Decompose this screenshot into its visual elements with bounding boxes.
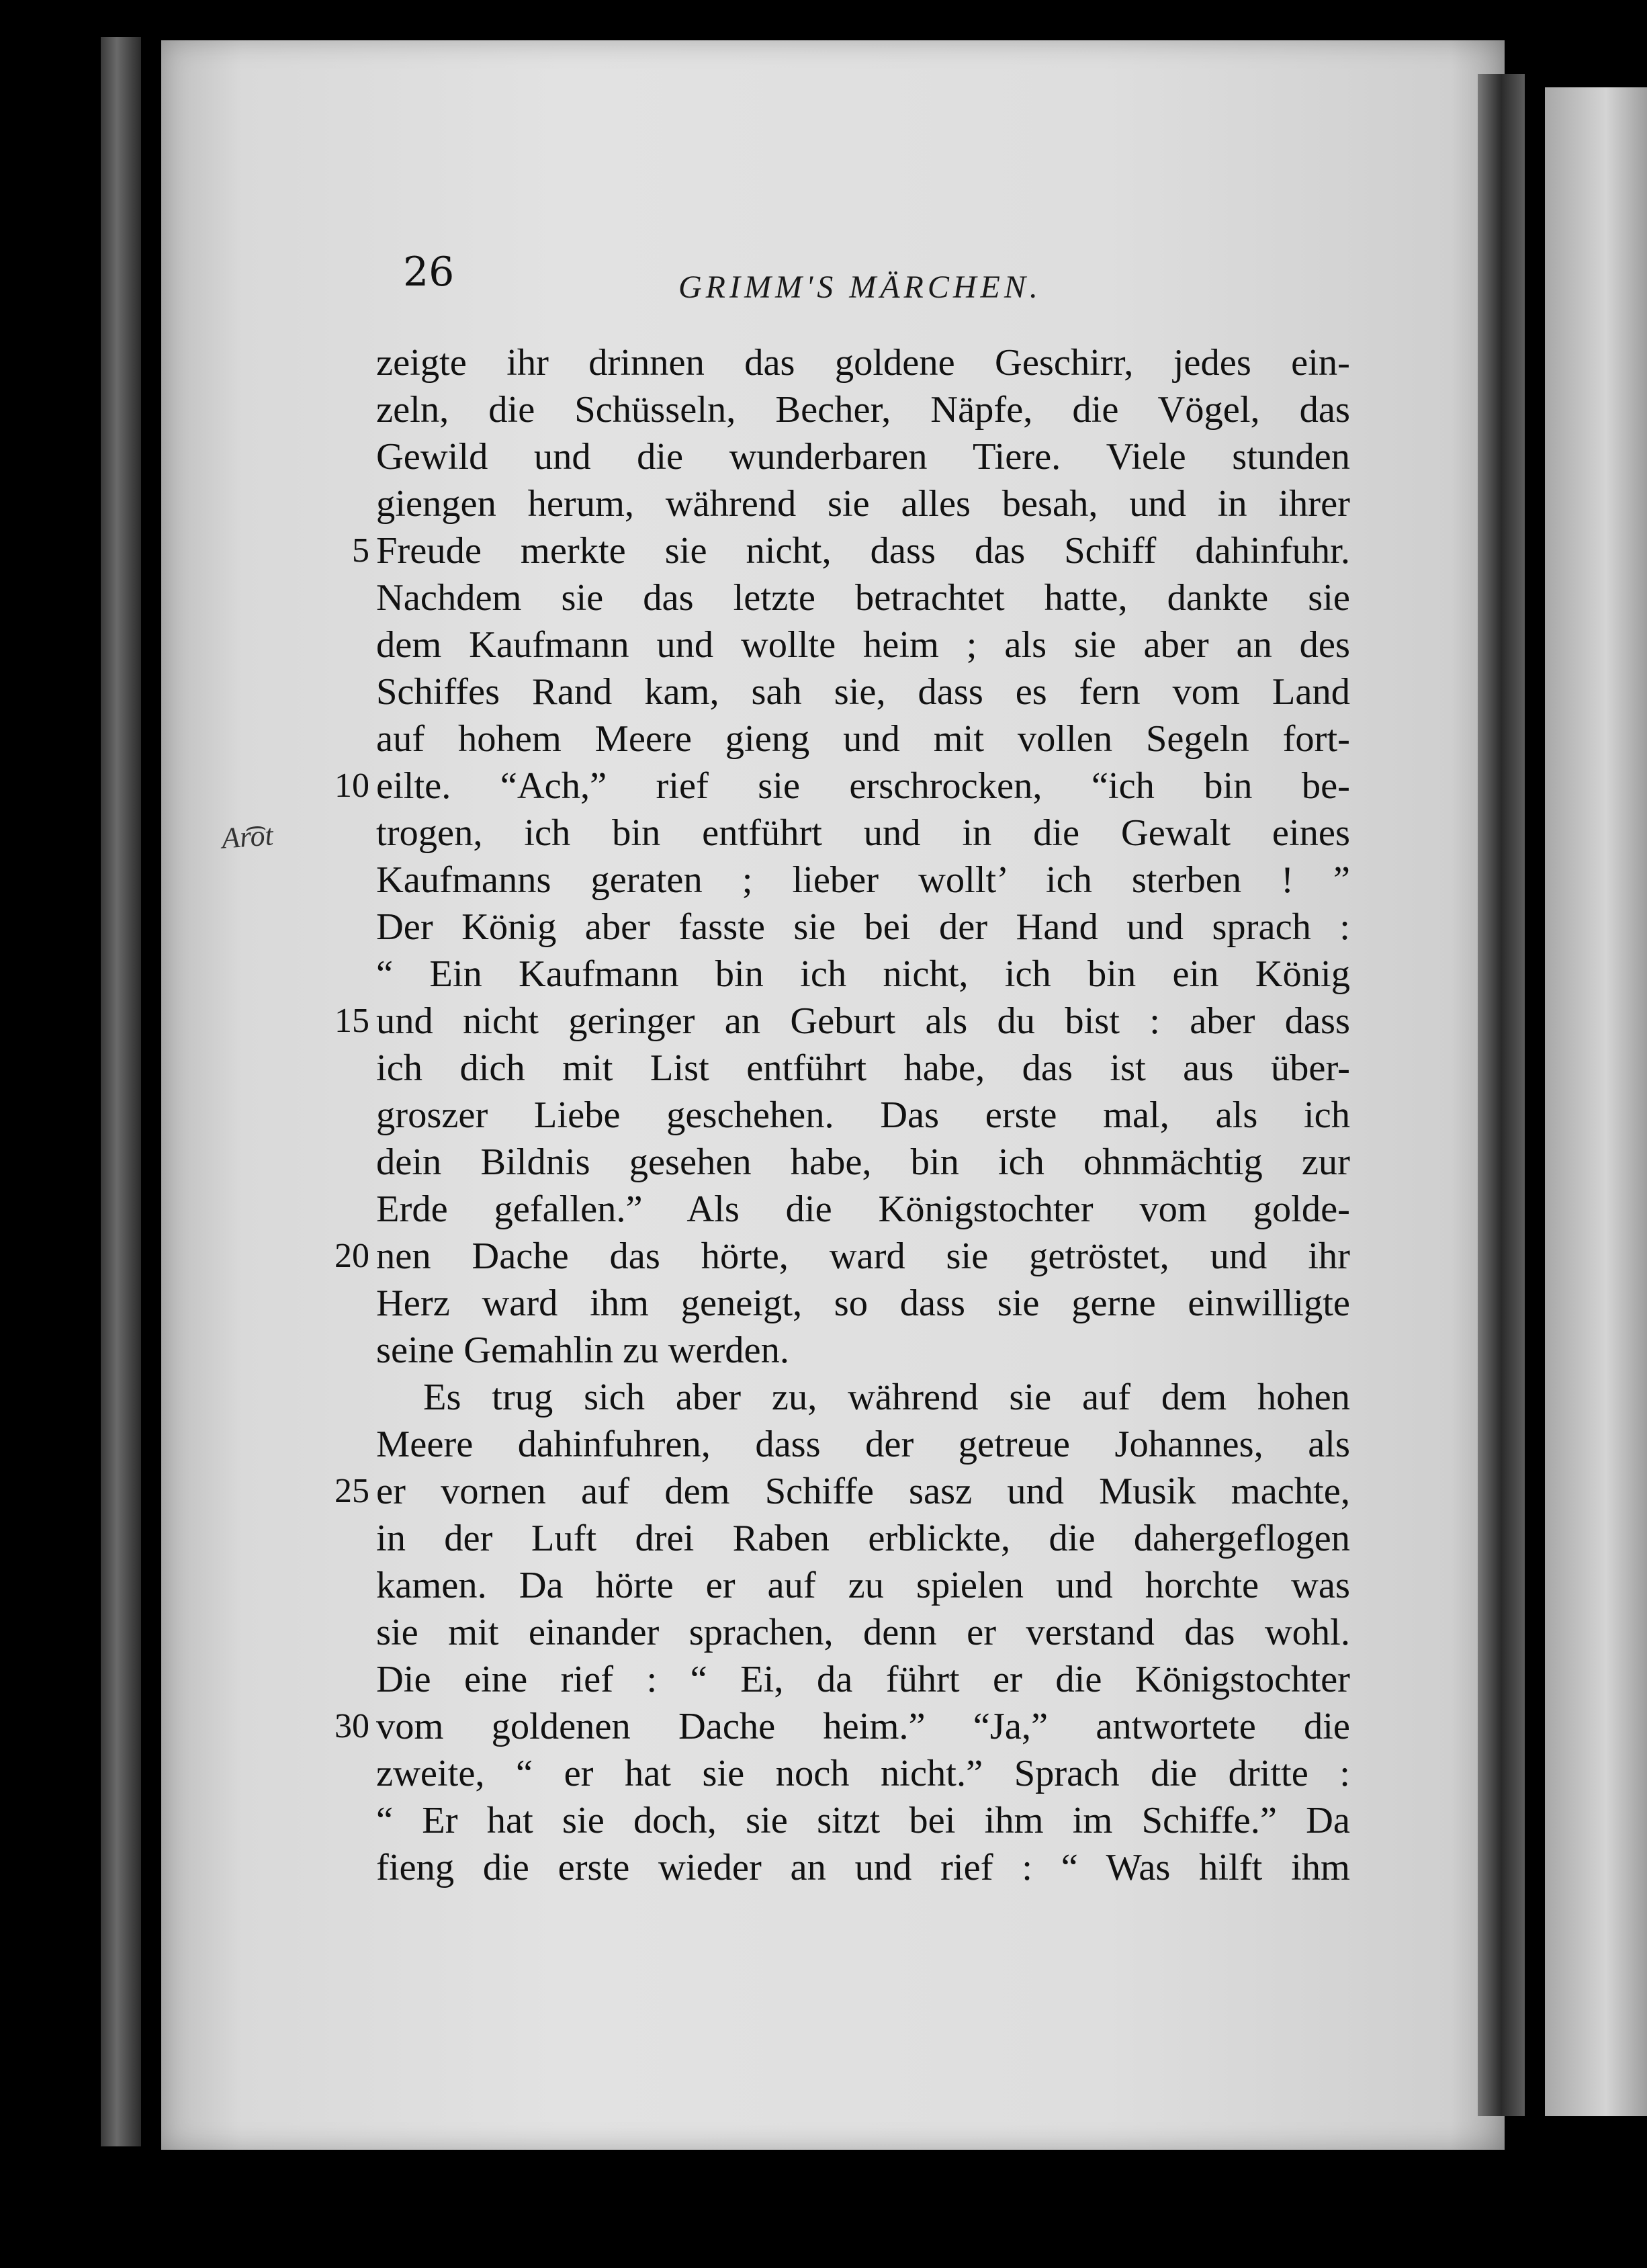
text-line: auf hohem Meere gieng und mit vollen Segeln fort- [376, 718, 1350, 760]
text-line: zweite, “ er hat sie noch nicht.” Sprach die dritte : [376, 1753, 1350, 1794]
text-line: Kaufmanns geraten ; lieber wollt’ ich sterben ! ” [376, 859, 1350, 901]
book-binding [101, 37, 141, 2146]
text-line: Der König aber fasste sie bei der Hand und sprach : [376, 906, 1350, 948]
text-line: Nachdem sie das letzte betrachtet hatte, dankte sie [376, 577, 1350, 619]
text-line: nen Dache das hörte, ward sie getröstet, und ihr [376, 1235, 1350, 1277]
text-line: Herz ward ihm geneigt, so dass sie gerne einwilligte [376, 1282, 1350, 1324]
text-line: er vornen auf dem Schiffe sasz und Musik machte, [376, 1471, 1350, 1512]
text-line: kamen. Da hörte er auf zu spielen und horchte was [376, 1565, 1350, 1606]
text-line: eilte. “Ach,” rief sie erschrocken, “ich bin be- [376, 765, 1350, 807]
text-line: “ Er hat sie doch, sie sitzt bei ihm im Schiffe.” Da [376, 1800, 1350, 1841]
text-line: Es trug sich aber zu, während sie auf dem hohen [423, 1377, 1350, 1418]
text-line: in der Luft drei Raben erblickte, die dahergeflogen [376, 1518, 1350, 1559]
text-line: dein Bildnis gesehen habe, bin ich ohnmächtig zur [376, 1141, 1350, 1183]
handwritten-margin-note: Ar͡ot [220, 818, 275, 855]
text-line: Die eine rief : “ Ei, da führt er die Königstochter [376, 1659, 1350, 1700]
text-line: zeigte ihr drinnen das goldene Geschirr, jedes ein- [376, 342, 1350, 384]
text-line: zeln, die Schüsseln, Becher, Näpfe, die Vögel, das [376, 389, 1350, 431]
body-text [376, 339, 1350, 1891]
line-number: 5 [352, 531, 369, 570]
text-line: dem Kaufmann und wollte heim ; als sie aber an des [376, 624, 1350, 666]
text-line: trogen, ich bin entführt und in die Gewalt eines [376, 812, 1350, 854]
line-number: 30 [335, 1707, 369, 1745]
text-line: vom goldenen Dache heim.” “Ja,” antwortete die [376, 1706, 1350, 1747]
text-line: groszer Liebe geschehen. Das erste mal, als ich [376, 1094, 1350, 1136]
text-line: Meere dahinfuhren, dass der getreue Johannes, als [376, 1424, 1350, 1465]
page-number: 26 [403, 249, 455, 296]
text-line: Gewild und die wunderbaren Tiere. Viele stunden [376, 436, 1350, 478]
text-line: fieng die erste wieder an und rief : “ Was hilft ihm [376, 1847, 1350, 1888]
text-line: “ Ein Kaufmann bin ich nicht, ich bin ein König [376, 953, 1350, 995]
text-line: und nicht geringer an Geburt als du bist : aber dass [376, 1000, 1350, 1042]
line-number: 20 [335, 1237, 369, 1275]
adjacent-page [1545, 87, 1647, 2116]
text-line: ich dich mit List entführt habe, das ist aus über- [376, 1047, 1350, 1089]
text-line: Erde gefallen.” Als die Königstochter vom golde- [376, 1188, 1350, 1230]
text-line: seine Gemahlin zu werden. [376, 1329, 789, 1371]
text-line: giengen herum, während sie alles besah, und in ihrer [376, 483, 1350, 525]
page-gutter-edge [1478, 74, 1525, 2116]
text-line: sie mit einander sprachen, denn er verstand das wohl. [376, 1612, 1350, 1653]
line-number: 15 [335, 1002, 369, 1040]
text-line: Freude merkte sie nicht, dass das Schiff dahinfuhr. [376, 530, 1350, 572]
text-line: Schiffes Rand kam, sah sie, dass es fern vom Land [376, 671, 1350, 713]
running-head: GRIMM'S MÄRCHEN. [678, 269, 1042, 305]
line-number: 25 [335, 1472, 369, 1510]
line-number: 10 [335, 767, 369, 805]
